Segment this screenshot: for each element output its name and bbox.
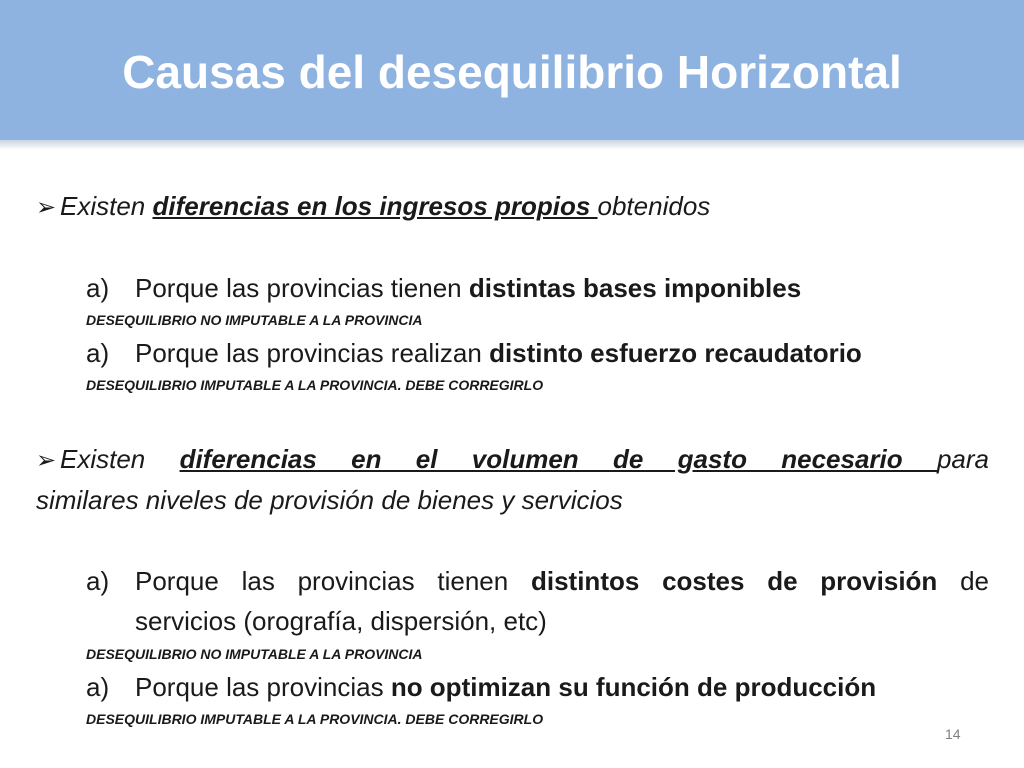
item-marker: a) xyxy=(86,672,110,702)
bullet-1-prefix: Existen xyxy=(60,191,153,221)
bullet-2-line-1 xyxy=(36,443,989,477)
page-number: 14 xyxy=(945,726,961,742)
bullet-1-item-2-note: DESEQUILIBRIO IMPUTABLE A LA PROVINCIA. DEBE CORREGIRLO xyxy=(86,377,544,393)
bullet-1-item-1-note: DESEQUILIBRIO NO IMPUTABLE A LA PROVINCIA xyxy=(86,312,423,328)
item-text: Porque las provincias tienen xyxy=(135,566,531,596)
bullet-2-prefix: Existen xyxy=(60,444,180,474)
bullet-2-item-1-note: DESEQUILIBRIO NO IMPUTABLE A LA PROVINCIA xyxy=(86,646,423,662)
item-emphasis: distintos costes de provisión xyxy=(530,566,938,596)
bullet-2-item-1 xyxy=(86,565,989,597)
item-text: Porque las provincias tienen xyxy=(135,273,469,303)
item-marker: a) xyxy=(86,338,110,368)
bullet-2-item-1-line-2: servicios (orografía, dispersión, etc) xyxy=(135,606,547,636)
title-banner-shadow xyxy=(0,140,1024,150)
bullet-2-suffix: para xyxy=(936,444,989,474)
item-text: Porque las provincias xyxy=(135,672,391,702)
bullet-2-item-2 xyxy=(86,671,876,703)
bullet-1-emphasis: diferencias en los ingresos propios xyxy=(152,191,598,221)
slide-title: Causas del desequilibrio Horizontal xyxy=(122,46,902,98)
bullet-2-item-2-note: DESEQUILIBRIO IMPUTABLE A LA PROVINCIA. DEBE CORREGIRLO xyxy=(86,711,544,727)
bullet-1-suffix: obtenidos xyxy=(597,191,711,221)
bullet-2-emphasis: diferencias en el volumen de gasto necesario xyxy=(179,444,937,474)
item-emphasis: no optimizan su función de producción xyxy=(390,672,877,702)
bullet-2-line-2: similares niveles de provisión de bienes y servicios xyxy=(36,485,623,515)
item-text-after: de xyxy=(937,566,989,596)
item-marker: a) xyxy=(86,273,110,303)
bullet-1-item-1 xyxy=(86,272,801,304)
item-emphasis: distintas bases imponibles xyxy=(468,273,802,303)
arrow-bullet-icon: ➢ xyxy=(36,447,57,474)
item-emphasis: distinto esfuerzo recaudatorio xyxy=(489,338,862,368)
arrow-bullet-icon: ➢ xyxy=(36,194,57,221)
item-marker: a) xyxy=(86,566,110,596)
bullet-1 xyxy=(36,190,710,224)
item-text: Porque las provincias realizan xyxy=(135,338,490,368)
bullet-1-item-2 xyxy=(86,337,862,369)
